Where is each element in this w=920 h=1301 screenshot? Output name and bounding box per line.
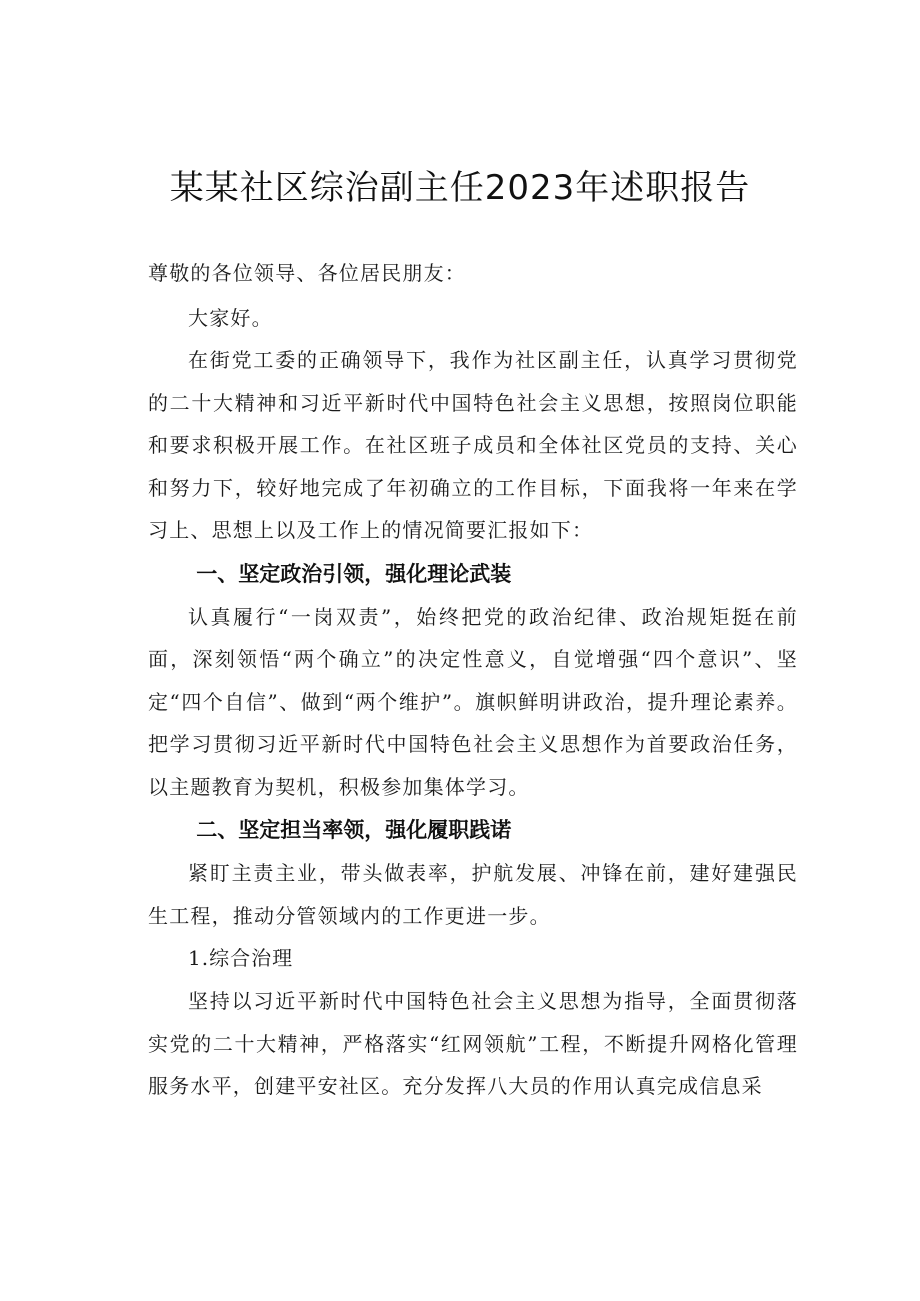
section-2-paragraph: 紧盯主责主业，带头做表率，护航发展、冲锋在前，建好建强民生工程，推动分管领域内的工作更进一步。: [148, 861, 798, 928]
subsection-1-heading: 1.综合治理: [188, 946, 294, 970]
document-body: [148, 252, 798, 1108]
greeting: 大家好。: [188, 305, 273, 330]
document-title: 某某社区综治副主任2023年述职报告: [169, 168, 751, 208]
intro-paragraph: 在街党工委的正确领导下，我作为社区副主任，认真学习贯彻党的二十大精神和习近平新时代中国特色社会主义思想，按照岗位职能和要求积极开展工作。在社区班子成员和全体社区党员的支持、关心和努力下，较好地完成了年初确立的工作目标，下面我将一年来在学习上、思想上以及工作上的情况简要汇报如下：: [148, 348, 798, 542]
subsection-1-paragraph: 坚持以习近平新时代中国特色社会主义思想为指导，全面贯彻落实党的二十大精神，严格落实“红网领航”工程，不断提升网格化管理服务水平，创建平安社区。充分发挥八大员的作用认真完成信息采: [148, 989, 798, 1098]
salutation: 尊敬的各位领导、各位居民朋友：: [148, 261, 466, 285]
section-1-heading: 一、坚定政治引领，强化理论武装: [196, 561, 512, 586]
section-1-paragraph: 认真履行“一岗双责”，始终把党的政治纪律、政治规矩挺在前面，深刻领悟“两个确立”的决定性意义，自觉增强“四个意识”、坚定“四个自信”、做到“两个维护”。旗帜鲜明讲政治，提升理论素养。把学习贯彻习近平新时代中国特色社会主义思想作为首要政治任务，以主题教育为契机，积极参加集体学习。: [148, 604, 798, 799]
section-2-heading: 二、坚定担当率领，强化履职践诺: [196, 818, 512, 842]
